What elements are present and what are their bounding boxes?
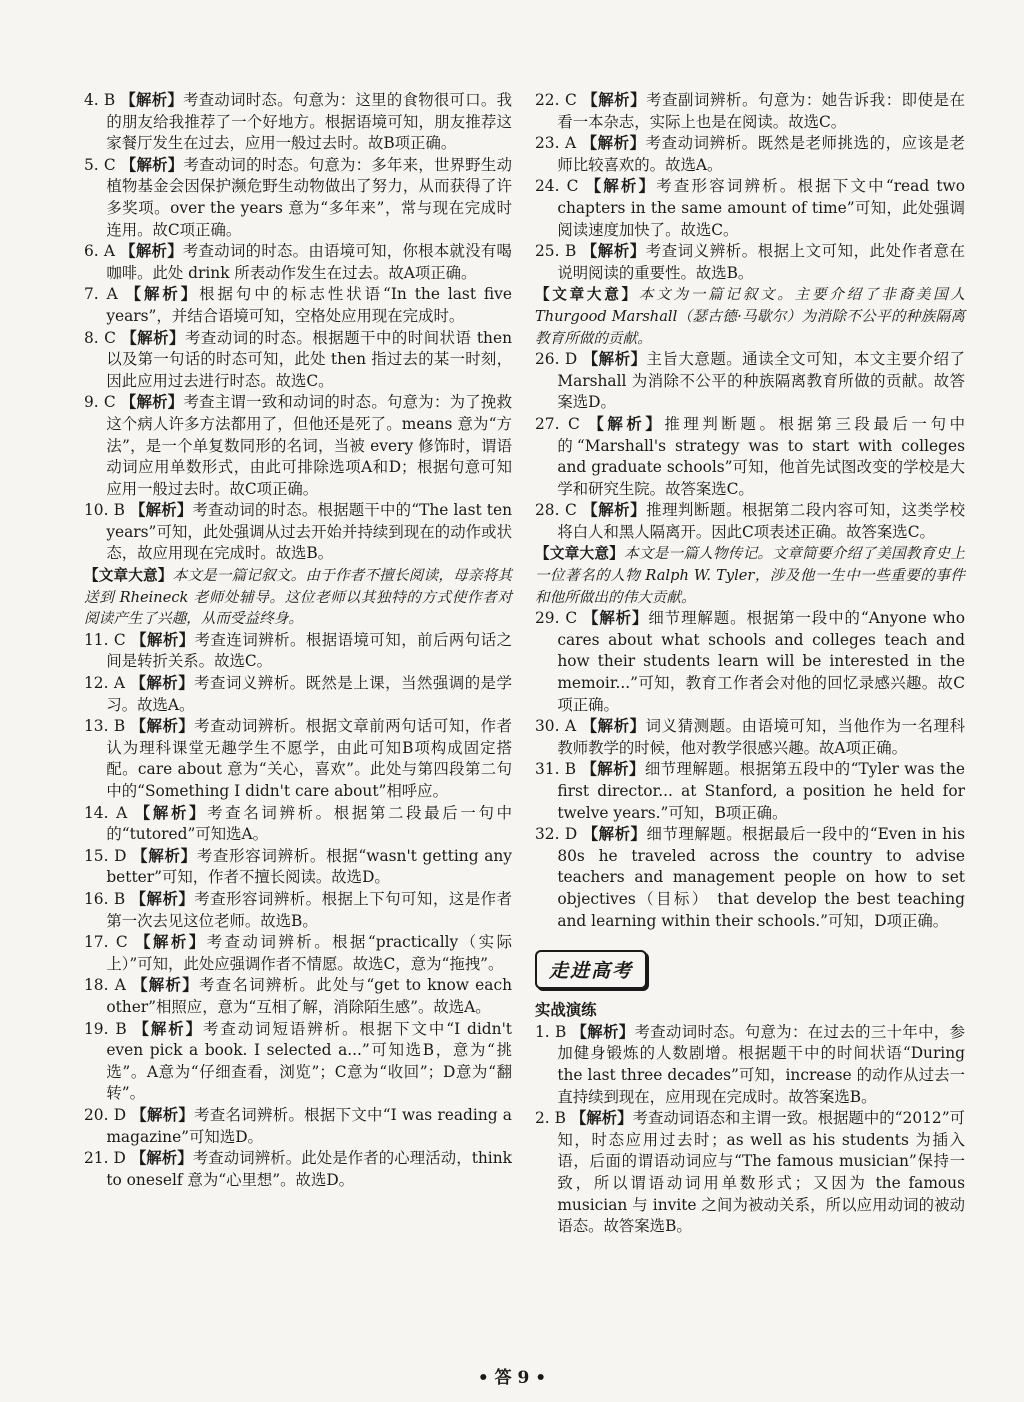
- analysis-tag: 【解析】: [120, 155, 184, 174]
- answer-number: 18. A: [84, 976, 126, 995]
- analysis-text: 考查词义辨析。根据上文可知，此处作者意在说明阅读的重要性。故选B。: [557, 242, 965, 282]
- analysis-tag: 【解析】: [130, 674, 195, 693]
- analysis-text: 考查动词的时态。句意为：多年来，世界野生动植物基金会因保护濒危野生动物做出了努力，从而获得了许多奖项。over the years 意为“多年来”，常与现在完成时连用。故C项正确。: [106, 155, 512, 239]
- analysis-text: 考查连词辨析。根据语境可知，前后两句话之间是转折关系。故选C。: [106, 630, 512, 671]
- analysis-tag: 【解析】: [582, 825, 647, 844]
- answer-entry: [84, 1019, 512, 1105]
- entry-group-11-21: [84, 630, 512, 1191]
- answer-entry: [535, 241, 965, 284]
- analysis-text: 考查动词时态。句意为：在过去的三十年中，参加健身锻炼的人数剧增。根据题干中的时间状语“During the last three decades”可知，increase 的动作从过去一直持续到现在，应用现在完成时。故答案选B。: [557, 1022, 965, 1106]
- answer-entry: [84, 803, 512, 846]
- analysis-tag: 【解析】: [581, 242, 646, 261]
- answer-entry: [84, 1148, 512, 1191]
- answer-entry: [84, 846, 512, 889]
- analysis-tag: 【解析】: [134, 803, 208, 822]
- answer-entry: [535, 414, 965, 500]
- analysis-tag: 【解析】: [133, 1019, 204, 1038]
- answer-entry: [84, 500, 512, 565]
- answer-entry: [535, 1108, 965, 1238]
- answer-number: 14. A: [84, 803, 128, 822]
- answer-number: 7. A: [84, 285, 118, 304]
- answer-number: 12. A: [84, 674, 126, 693]
- answer-number: 5. C: [84, 155, 116, 174]
- answer-entry: [535, 759, 965, 824]
- answer-entry: [535, 608, 965, 716]
- analysis-tag: 【解析】: [130, 717, 195, 736]
- analysis-tag: 【解析】: [120, 91, 184, 109]
- analysis-tag: 【解析】: [582, 91, 647, 109]
- answer-entry: [84, 932, 512, 975]
- answer-entry: [84, 90, 512, 155]
- analysis-tag: 【解析】: [130, 889, 195, 908]
- page-number: • 答 9 •: [477, 1368, 547, 1388]
- analysis-text: 考查动词辨析。此处是作者的心理活动，think to oneself 意为“心里想”。故选D。: [106, 1149, 512, 1189]
- answer-number: 27. C: [535, 414, 580, 433]
- answer-number: 4. B: [84, 91, 116, 109]
- answer-entry: [535, 1022, 965, 1108]
- entry-group-29-32: [535, 608, 965, 932]
- answer-number: 9. C: [84, 393, 116, 412]
- analysis-tag: 【解析】: [570, 1109, 633, 1128]
- entry-group-22-25: [535, 90, 965, 284]
- answer-entry: [84, 673, 512, 716]
- analysis-tag: 【解析】: [582, 350, 647, 369]
- answer-number: 19. B: [84, 1019, 127, 1038]
- analysis-tag: 【解析】: [132, 846, 197, 865]
- answer-entry: [535, 176, 965, 241]
- answer-number: 23. A: [535, 134, 577, 153]
- analysis-text: 考查主谓一致和动词的时态。句意为：为了挽救这个病人许多方法都用了，但他还是死了。means 意为“方法”，是一个单复数同形的名词，当被 every 修饰时，谓语动词应用单数形式，由此可排除选项A和D；根据句意可知应用一般过去时。故C项正确。: [106, 393, 512, 498]
- article-summary: 【文章大意】本文是一篇记叙文。由于作者不擅长阅读，母亲将其送到 Rheineck 老师处辅导。这位老师以其独特的方式使作者对阅读产生了兴趣，从而受益终身。: [84, 567, 512, 628]
- analysis-text: 考查形容词辨析。根据上下句可知，这是作者第一次去见这位老师。故选B。: [106, 889, 512, 930]
- analysis-text: 考查动词的时态。根据题干中的时间状语 then 以及第一句话的时态可知，此处 then 指过去的某一时刻，因此应用过去进行时态。故选C。: [106, 328, 512, 390]
- article-summary: 【文章大意】本文为一篇记叙文。主要介绍了非裔美国人 Thurgood Marshall（瑟古德·马歇尔）为消除不公平的种族隔离教育所做的贡献。: [535, 286, 965, 347]
- analysis-tag: 【解析】: [581, 134, 646, 153]
- answer-entry: [84, 392, 512, 500]
- article-summary: 【文章大意】本文是一篇人物传记。文章简要介绍了美国教育史上一位著名的人物 Ralph W. Tyler，涉及他一生中一些重要的事件和他所做出的伟大贡献。: [535, 545, 965, 606]
- answer-number: 28. C: [535, 501, 577, 520]
- answer-number: 24. C: [535, 177, 579, 196]
- analysis-tag: 【解析】: [120, 393, 184, 412]
- answer-entry: [84, 630, 512, 673]
- entry-group-26-28: [535, 349, 965, 543]
- section-badge-wrap: [535, 950, 965, 990]
- answer-number: 21. D: [84, 1149, 126, 1168]
- answer-entry: [84, 1105, 512, 1148]
- section-badge: 走进高考: [535, 950, 647, 989]
- analysis-text: 细节理解题。根据最后一段中的“Even in his 80s he traveled across the country to advise teachers and management people on how to set objectives（目标） that develop the best teaching and learning within their schools.”可知，D项正确。: [557, 825, 965, 930]
- analysis-text: 考查名词辨析。根据第二段最后一句中的“tutored”可知选A。: [106, 803, 512, 844]
- analysis-tag: 【解析】: [125, 285, 200, 304]
- analysis-tag: 【解析】: [130, 501, 193, 520]
- answer-entry: [84, 328, 512, 393]
- analysis-tag: 【解析】: [132, 976, 199, 995]
- answer-entry: [84, 155, 512, 241]
- answer-number: 30. A: [535, 717, 577, 736]
- answer-entry: [535, 500, 965, 543]
- entry-group-4-10: [84, 90, 512, 565]
- answer-number: 32. D: [535, 825, 578, 844]
- analysis-text: 细节理解题。根据第五段中的“Tyler was the first director... at Stanford, a position he held for twelve years.”可知，B项正确。: [557, 760, 965, 822]
- analysis-text: 考查名词辨析。此处与“get to know each other”相照应，意为“互相了解，消除陌生感”。故选A。: [106, 976, 512, 1016]
- answer-entry: [84, 975, 512, 1018]
- analysis-tag: 【解析】: [131, 1105, 195, 1124]
- analysis-text: 考查词义辨析。既然是上课，当然强调的是学习。故选A。: [106, 674, 512, 714]
- answer-number: 25. B: [535, 242, 577, 261]
- answer-entry: [535, 824, 965, 932]
- analysis-tag: 【解析】: [581, 760, 645, 779]
- analysis-tag: 【解析】: [582, 501, 647, 520]
- answer-number: 2. B: [535, 1109, 566, 1128]
- analysis-text: 考查动词的时态。由语境可知，你根本就没有喝咖啡。此处 drink 所表动作发生在过去。故A项正确。: [106, 242, 512, 282]
- answer-number: 16. B: [84, 889, 126, 908]
- answer-number: 13. B: [84, 717, 126, 736]
- analysis-text: 考查形容词辨析。根据下文中“read two chapters in the same amount of time”可知，此处强调阅读速度加快了。故选C。: [557, 177, 965, 239]
- answer-entry: [535, 349, 965, 414]
- analysis-tag: 【解析】: [581, 717, 646, 736]
- answer-number: 26. D: [535, 350, 578, 369]
- analysis-text: 考查形容词辨析。根据“wasn't getting any better”可知，作者不擅长阅读。故选D。: [106, 846, 512, 887]
- answer-number: 1. B: [535, 1022, 567, 1041]
- analysis-tag: 【解析】: [582, 609, 649, 628]
- analysis-text: 考查动词语态和主谓一致。根据题中的“2012”可知，时态应用过去时；as well as his students 为插入语，后面的谓语动词应与“The famous musician”保持一致，所以谓语动词用单数形式；又因为 the famous musician 与 invite 之间为被动关系，所以应用动词的被动语态。故答案选B。: [557, 1109, 965, 1236]
- analysis-tag: 【解析】: [120, 242, 183, 261]
- analysis-text: 推理判断题。根据第二段内容可知，这类学校将白人和黑人隔离开。因此C项表述正确。故答案选C。: [557, 501, 965, 541]
- analysis-text: 考查动词辨析。根据文章前两句话可知，作者认为理科课堂无趣学生不愿学，由此可知B项构成固定搭配。care about 意为“关心，喜欢”。此处与第四段第二句中的“Something I didn't care about”相呼应。: [106, 717, 512, 800]
- analysis-tag: 【解析】: [588, 414, 665, 433]
- answer-number: 17. C: [84, 933, 128, 952]
- answer-number: 8. C: [84, 328, 116, 347]
- analysis-tag: 【解析】: [135, 933, 207, 952]
- answer-number: 31. B: [535, 760, 577, 779]
- analysis-tag: 【解析】: [121, 328, 185, 347]
- analysis-text: 根据句中的标志性状语“In the last five years”，并结合语境可知，空格处应用现在完成时。: [106, 285, 512, 325]
- analysis-tag: 【解析】: [130, 1149, 193, 1168]
- analysis-text: 考查动词时态。句意为：这里的食物很可口。我的朋友给我推荐了一个好地方。根据语境可知，朋友推荐这家餐厅发生在过去，应用一般过去时。故B项正确。: [106, 91, 512, 153]
- answer-number: 10. B: [84, 501, 125, 520]
- analysis-tag: 【解析】: [571, 1022, 635, 1041]
- right-column: [535, 90, 965, 1238]
- entry-group-exam: [535, 1022, 965, 1238]
- answer-number: 15. D: [84, 846, 127, 865]
- answer-entry: [535, 716, 965, 759]
- answer-entry: [84, 241, 512, 284]
- answer-entry: [535, 133, 965, 176]
- analysis-tag: 【解析】: [585, 177, 657, 196]
- analysis-text: 考查动词辨析。既然是老师挑选的，应该是老师比较喜欢的。故选A。: [557, 134, 965, 174]
- answer-number: 6. A: [84, 242, 115, 261]
- analysis-text: 考查动词的时态。根据题干中的“The last ten years”可知，此处强调从过去开始并持续到现在的动作或状态，故应用现在完成时。故选B。: [106, 501, 512, 563]
- answer-entry: [84, 889, 512, 932]
- left-column: [84, 90, 512, 1191]
- section-subheading: 实战演练: [535, 1001, 597, 1020]
- analysis-text: 词义猜测题。由语境可知，当他作为一名理科教师教学的时候，他对教学很感兴趣。故A项正确。: [557, 717, 965, 757]
- answer-number: 20. D: [84, 1105, 127, 1124]
- answer-entry: [84, 716, 512, 802]
- analysis-text: 主旨大意题。通读全文可知，本文主要介绍了 Marshall 为消除不公平的种族隔离教育所做的贡献。故答案选D。: [557, 350, 965, 412]
- analysis-text: 考查动词辨析。根据“practically（实际上）”可知，此处应强调作者不情愿。故选C，意为“拖拽”。: [106, 933, 512, 973]
- analysis-text: 细节理解题。根据第一段中的“Anyone who cares about what schools and colleges teach and how their students learn will be interested in the memoir...”可知，教育工作者会对他的回忆录感兴趣。故C项正确。: [557, 609, 965, 714]
- analysis-text: 考查名词辨析。根据下文中“I was reading a magazine”可知选D。: [106, 1105, 512, 1146]
- answer-number: 22. C: [535, 91, 577, 109]
- answer-entry: [84, 284, 512, 327]
- answer-number: 29. C: [535, 609, 578, 628]
- analysis-text: 考查副词辨析。句意为：她告诉我：即使是在看一本杂志，实际上也是在阅读。故选C。: [557, 91, 965, 131]
- analysis-tag: 【解析】: [131, 630, 195, 649]
- analysis-text: 考查动词短语辨析。根据下文中“I didn't even pick a book. I selected a...”可知选B，意为“挑选”。A意为“仔细查看，浏览”；C意为“收回”；D意为“翻转”。: [106, 1019, 512, 1103]
- analysis-text: 推理判断题。根据第三段最后一句中的“Marshall's strategy was to start with colleges and graduate schools”可知，他首先试图改变的学校是大学和研究生院。故答案选C。: [557, 414, 965, 498]
- answer-number: 11. C: [84, 630, 126, 649]
- answer-entry: [535, 90, 965, 133]
